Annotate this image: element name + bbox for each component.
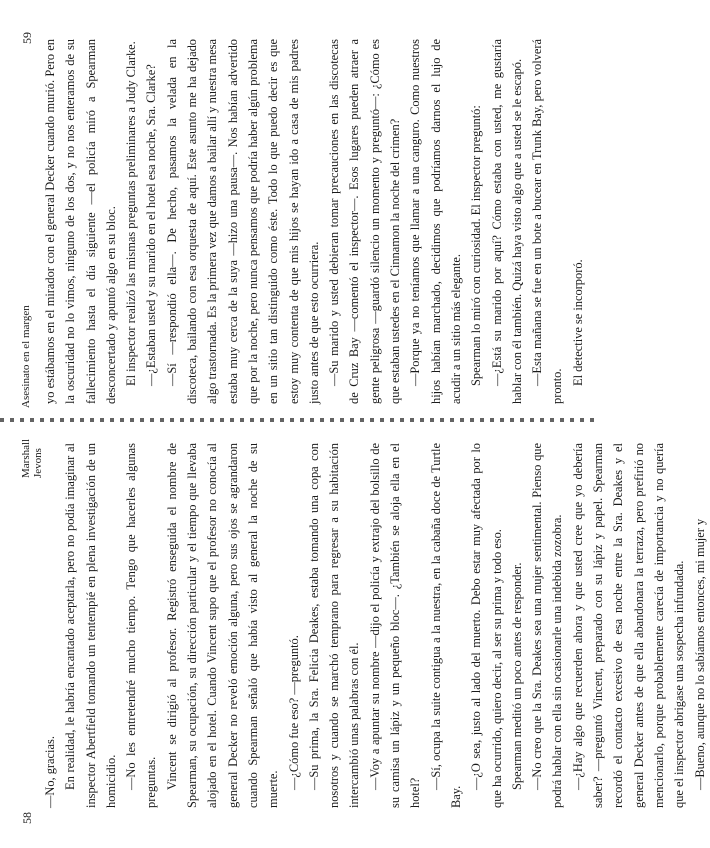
right-running-head: Asesinato en el margen — [20, 305, 32, 408]
paragraph: —¿Cómo fue eso? —preguntó. — [286, 635, 301, 790]
left-running-head: Marshall Jevons — [20, 438, 44, 478]
left-page — [0, 420, 707, 848]
paragraph: —Sí —respondió ella—. De hecho, pasamos la velada en la discoteca, bailando con esa orquesta de aquí. Este asunto me ha dejado algo trastornada. Es la primera vez que damos a bailar allí y nuestra mesa estaba muy cerca de la suya —hizo una pausa—. Nos habían advertido que por la noche, pero nunca pensamos que podría haber algún problema en un sitio tan distinguido como éste. Todo lo que puedo decir es que estoy muy contenta de que mis hijos se hayan ido a casa de mis padres justo antes de que esto ocurriera. — [164, 39, 321, 404]
right-page-number: 59 — [20, 32, 34, 44]
paragraph: —Bueno, aunque no lo sabíamos entonces, mi mujer y — [692, 518, 707, 790]
paragraph: —¿Hay algo que recuerden ahora y que usted cree que yo debería saber? —preguntó Vincent, preparado con su lápiz y papel. Spearman recordó el contacto excesivo de esa noche entre la Sra. Deakes y el general Decker antes de que ella abandonara la terraza, pero prefirió no mencionarlo, porque probablemente carecía de importancia y no quería que el inspector abrigase una sospecha infundada. — [570, 443, 687, 808]
paragraph: —Voy a apuntar su nombre —dijo el policía y extrajo del bolsillo de su camisa un lápiz y un pequeño bloc—. ¿También se aloja ella en el hotel? — [367, 443, 423, 808]
paragraph: —No les entretendré mucho tiempo. Tengo que hacerles algunas preguntas. — [124, 443, 159, 808]
paragraph: —¿Estaban usted y su marido en el hotel esa noche, Sra. Clarke? — [144, 64, 159, 386]
paragraph: —No, gracias. — [43, 736, 57, 808]
left-page-number: 58 — [20, 812, 34, 824]
paragraph: —Esta mañana se fue en un bote a bucear en Trunk Bay, pero volverá pronto. — [530, 39, 565, 404]
paragraph: Vincent se dirigió al profesor. Registró enseguida el nombre de Spearman, su ocupación, su dirección particular y el tiempo que llevaba alojado en el hotel. Cuando Vincent supo que el profesor no conocía al general Decker no reveló emoción alguna, pero sus ojos se agrandaron cuando Spearman señaló que había visto al general la noche de su muerte. — [164, 443, 281, 808]
right-page — [0, 0, 600, 416]
left-page-body — [40, 443, 710, 808]
paragraph: El detective se incorporó. — [570, 259, 585, 386]
paragraph: —¿O sea, justo al lado del muerto. Debo estar muy afectada por lo que ha ocurrido, quiero decir, al ser su prima y todo eso. — [469, 443, 504, 808]
paragraph: En realidad, le habría encantado aceptarla, pero no podía imaginar al inspector Abertfield tomando un tentempié en plena investigación de un homicidio. — [63, 443, 118, 808]
right-page-body — [40, 39, 588, 404]
paragraph: —¿Está su marido por aquí? Cómo estaba con usted, me gustaría hablar con él también. Quizá haya visto algo que a usted se le escapó. — [489, 39, 524, 404]
paragraph: Spearman meditó un poco antes de responder. — [509, 562, 524, 790]
paragraph: El inspector realizó las mismas preguntas preliminares a Judy Clarke. — [124, 41, 139, 386]
paragraph: —Su marido y usted debieran tomar precauciones en las discotecas de Cruz Bay —comentó el inspector—. Esos lugares pueden atraer a gente peligrosa —guardó silencio un momento y preguntó—: ¿Cómo es que estaban ustedes en el Cinnamon la noche del crimen? — [327, 39, 403, 404]
paragraph: —No creo que la Sra. Deakes sea una mujer sentimental. Pienso que podrá hablar con ella sin ocasionarle una indebida zozobra. — [530, 443, 565, 808]
paragraph: —Sí, ocupa la suite contigua a la nuestra, en la cabaña doce de Turtle Bay. — [428, 443, 463, 808]
paragraph: Spearman lo miró con curiosidad. El inspector preguntó: — [469, 105, 484, 386]
paragraph: —Su prima, la Sra. Felicia Deakes, estaba tomando una copa con nosotros y cuando se marchó temprano para regresar a su habitación intercambió unas palabras con él. — [306, 443, 362, 808]
paragraph: yo estábamos en el mirador con el general Decker cuando murió. Pero en la oscuridad no lo vimos, ninguno de los dos, y no nos enteramos de su fallecimiento hasta el día siguiente —el policía miró a Spearman desconcertado y apuntó algo en su bloc. — [43, 39, 118, 404]
paragraph: —Porque ya no teníamos que llamar a una canguro. Como nuestros hijos habían marchado, decidimos que podríamos darnos el lujo de acudir a un sitio más elegante. — [408, 39, 463, 404]
book-gutter-divider — [0, 418, 600, 422]
